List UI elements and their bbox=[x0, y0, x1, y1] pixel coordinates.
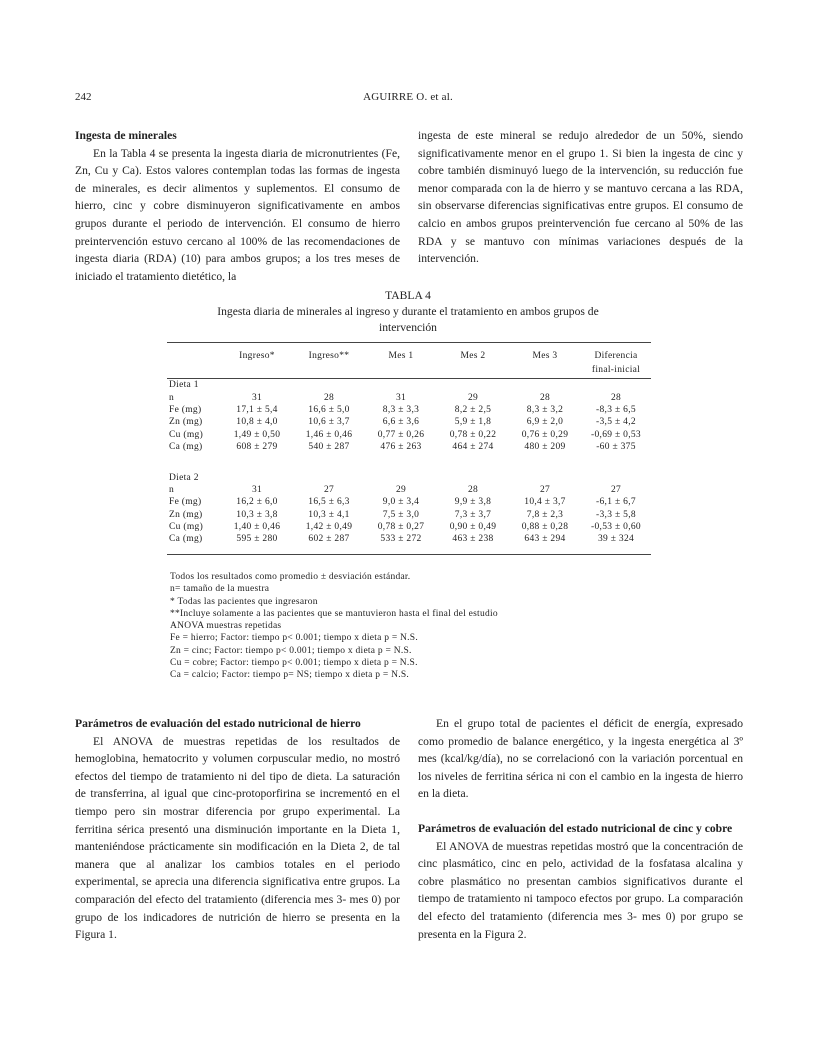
table-note: Fe = hierro; Factor: tiempo p< 0.001; tiempo x dieta p = N.S. bbox=[170, 633, 418, 644]
row-label: Fe (mg) bbox=[169, 497, 202, 508]
table-note: n= tamaño de la muestra bbox=[170, 584, 270, 595]
section-heading-cinc-cobre: Parámetros de evaluación del estado nutricional de cinc y cobre bbox=[418, 821, 733, 835]
table-row bbox=[167, 429, 651, 441]
table-cell: 608 ± 279 bbox=[236, 442, 278, 453]
section-heading-minerales: Ingesta de minerales bbox=[75, 129, 177, 142]
table-cell: 464 ± 274 bbox=[452, 442, 494, 453]
row-label: Fe (mg) bbox=[169, 404, 202, 415]
table-notes bbox=[170, 571, 498, 682]
table-cell: 29 bbox=[395, 484, 407, 495]
row-label: Zn (mg) bbox=[169, 509, 203, 520]
paragraph-minerales-1: En la Tabla 4 se presenta la ingesta diaria de micronutrientes (Fe, Zn, Cu y Ca). Estos valores contemplan todas las formas de ingesta de minerales, es decir alimentos y suplementos. El consumo de hierro, cinc y cobre disminuyeron significativamente en ambos grupos durante el periodo de intervención. El consumo de hierro preintervención estuvo cercano al 100% de las recomendaciones de ingesta diaria (RDA) (10) para ambos grupos; a los tres meses de iniciado el tratamiento dietético, la bbox=[75, 146, 400, 283]
table-cell: 643 ± 294 bbox=[524, 534, 566, 545]
table-cell: 10,3 ± 3,8 bbox=[236, 509, 278, 520]
table-row bbox=[167, 509, 651, 521]
row-label: Zn (mg) bbox=[169, 417, 203, 428]
paragraph-cinc-cobre: El ANOVA de muestras repetidas mostró que la concentración de cinc plasmático, cinc en pelo, actividad de la fosfatasa alcalina y cobre plasmático no presentan cambios significativos durante el tiempo de tratamiento ni tampoco efectos por grupo. La comparación del efecto del tratamiento (diferencia mes 3- mes 0) por grupo se presenta en la Figura 2. bbox=[418, 839, 743, 941]
table-cell: 9,9 ± 3,8 bbox=[454, 497, 492, 508]
table-cell: 7,8 ± 2,3 bbox=[526, 509, 564, 520]
row-label: Cu (mg) bbox=[169, 429, 204, 440]
table-cell: 28 bbox=[323, 392, 335, 403]
column-right-top bbox=[418, 127, 743, 268]
table-cell: 1,49 ± 0,50 bbox=[233, 429, 281, 440]
table-row bbox=[167, 441, 651, 461]
table-cell: 540 ± 287 bbox=[308, 442, 350, 453]
table-cell: 8,2 ± 2,5 bbox=[454, 404, 492, 415]
table-cell: 5,9 ± 1,8 bbox=[454, 417, 492, 428]
section-heading-hierro: Parámetros de evaluación del estado nutricional de hierro bbox=[75, 717, 361, 730]
table-cell: 17,1 ± 5,4 bbox=[236, 404, 278, 415]
running-header-author: AGUIRRE O. et al. bbox=[363, 91, 453, 103]
column-header: Diferencia bbox=[594, 351, 638, 361]
table-row bbox=[167, 391, 651, 403]
column-left-bottom bbox=[75, 715, 400, 944]
row-label: n bbox=[169, 484, 175, 495]
table-cell: 27 bbox=[539, 484, 551, 495]
table-note: Cu = cobre; Factor: tiempo p< 0.001; tiempo x dieta p = N.S. bbox=[170, 658, 418, 669]
table-cell: 16,5 ± 6,3 bbox=[308, 497, 350, 508]
table-cell: -3,3 ± 5,8 bbox=[596, 509, 636, 520]
table-cell: 31 bbox=[251, 392, 263, 403]
table-caption: Ingesta diaria de minerales al ingreso y durante el tratamiento en ambos grupos de intervención bbox=[217, 305, 599, 334]
column-header: Mes 3 bbox=[532, 351, 558, 361]
table-cell: 533 ± 272 bbox=[380, 534, 422, 545]
group-title-row bbox=[167, 461, 651, 483]
table-row bbox=[167, 404, 651, 416]
table-cell: 463 ± 238 bbox=[452, 534, 494, 545]
table-cell: -60 ± 375 bbox=[596, 442, 636, 453]
column-header-sub: final-inicial bbox=[581, 365, 651, 379]
row-label: Cu (mg) bbox=[169, 522, 204, 533]
table-cell: 28 bbox=[467, 484, 479, 495]
table-number: TABLA 4 bbox=[385, 289, 431, 302]
table-cell: 0,77 ± 0,26 bbox=[377, 429, 425, 440]
paragraph-hierro: El ANOVA de muestras repetidas de los resultados de hemoglobina, hematocrito y volumen corpuscular medio, no mostró efectos del tiempo de tratamiento ni del tipo de dieta. La saturación de transferrina, al igual que cinc-protoporfirina se incrementó en el tiempo pero sin mostrar diferencia por grupo experimental. La ferritina sérica presentó una disminución importante en la Dieta 1, manteniéndose prácticamente sin modificación en la Dieta 2, de tal manera que al analizar los cambios totales en el periodo experimental, se aprecia una diferencia significativa entre grupos. La comparación del efecto del tratamiento (diferencia mes 3- mes 0) por grupo de los indicadores de nutrición de hierro se presenta en la Figura 1. bbox=[75, 734, 400, 942]
table-cell: 16,2 ± 6,0 bbox=[236, 497, 278, 508]
header-label-cell bbox=[167, 343, 221, 366]
table-cell: 0,78 ± 0,27 bbox=[377, 522, 425, 533]
table-cell: 480 ± 209 bbox=[524, 442, 566, 453]
table-note: * Todas las pacientes que ingresaron bbox=[170, 596, 318, 607]
column-header: Ingreso** bbox=[308, 351, 350, 361]
table-cell: 1,40 ± 0,46 bbox=[233, 522, 281, 533]
table-cell: 7,3 ± 3,7 bbox=[454, 509, 492, 520]
table-cell: 10,6 ± 3,7 bbox=[308, 417, 350, 428]
group-dieta-2 bbox=[167, 461, 651, 554]
table-note: Ca = calcio; Factor: tiempo p= NS; tiempo x dieta p = N.S. bbox=[170, 670, 410, 681]
table-note: Todos los resultados como promedio ± desviación estándar. bbox=[170, 572, 411, 582]
table-note: ANOVA muestras repetidas bbox=[170, 621, 282, 632]
table-cell: 27 bbox=[610, 484, 622, 495]
column-header: Mes 2 bbox=[460, 351, 486, 361]
table-cell: 602 ± 287 bbox=[308, 534, 350, 545]
table-cell: 16,6 ± 5,0 bbox=[308, 404, 350, 415]
table-cell: 9,0 ± 3,4 bbox=[382, 497, 420, 508]
table-cell: 595 ± 280 bbox=[236, 534, 278, 545]
table-cell: 28 bbox=[610, 392, 622, 403]
table-cell: 0,76 ± 0,29 bbox=[521, 429, 569, 440]
paragraph-energia: En el grupo total de pacientes el déficit de energía, expresado como promedio de balance energético, y la ingesta energética al 3º mes (kcal/kg/día), no se correlacionó con la variación porcentual en los niveles de ferritina sérica ni con el cambio en la ingesta de hierro en la dieta. bbox=[418, 717, 743, 801]
table-cell: 6,6 ± 3,6 bbox=[382, 417, 420, 428]
table-cell: 1,42 ± 0,49 bbox=[305, 522, 353, 533]
table-row bbox=[167, 521, 651, 533]
table-cell: 28 bbox=[539, 392, 551, 403]
group-dieta-1 bbox=[167, 379, 651, 462]
table-cell: 8,3 ± 3,2 bbox=[526, 404, 564, 415]
minerals-table bbox=[167, 342, 651, 555]
column-header: Mes 1 bbox=[388, 351, 414, 361]
column-left-top bbox=[75, 127, 400, 285]
table-cell: -0,69 ± 0,53 bbox=[591, 429, 641, 440]
table-row bbox=[167, 533, 651, 554]
group-title-row bbox=[167, 379, 651, 392]
row-label: Ca (mg) bbox=[169, 442, 203, 453]
table-cell: -0,53 ± 0,60 bbox=[591, 522, 641, 533]
table-cell: 8,3 ± 3,3 bbox=[382, 404, 420, 415]
table-cell: -8,3 ± 6,5 bbox=[596, 404, 636, 415]
table-cell: -6,1 ± 6,7 bbox=[596, 497, 636, 508]
paragraph-minerales-2: ingesta de este mineral se redujo alrededor de un 50%, siendo significativamente menor en el grupo 1. Si bien la ingesta de cinc y cobre también disminuyó luego de la intervención, su reducción fue menor comparada con la de hierro y se mantuvo cercana a las RDA, sin observarse diferencias significativas entre grupos. El consumo de calcio en ambos grupos preintervención fue cercano al 50% de las RDA y se mantuvo con mínimas variaciones después de la intervención. bbox=[418, 129, 743, 266]
table-cell: 10,4 ± 3,7 bbox=[524, 497, 566, 508]
table-row bbox=[167, 416, 651, 428]
table-cell: 0,90 ± 0,49 bbox=[449, 522, 497, 533]
table-cell: 476 ± 263 bbox=[380, 442, 422, 453]
table-cell: 31 bbox=[395, 392, 407, 403]
table-note: **Incluye solamente a las pacientes que se mantuvieron hasta el final del estudio bbox=[170, 608, 498, 619]
table-cell: 10,3 ± 4,1 bbox=[308, 509, 350, 520]
table-cell: 10,8 ± 4,0 bbox=[236, 417, 278, 428]
row-label: n bbox=[169, 392, 175, 403]
table-cell: -3,5 ± 4,2 bbox=[596, 417, 636, 428]
group-title: Dieta 1 bbox=[169, 380, 199, 391]
table-row bbox=[167, 484, 651, 496]
column-right-bottom bbox=[418, 715, 743, 943]
table-cell: 0,78 ± 0,22 bbox=[449, 429, 497, 440]
column-header: Ingreso* bbox=[239, 351, 275, 361]
group-title: Dieta 2 bbox=[169, 472, 199, 483]
table-cell: 1,46 ± 0,46 bbox=[305, 429, 353, 440]
table-cell: 29 bbox=[467, 392, 479, 403]
table-cell: 39 ± 324 bbox=[597, 534, 635, 545]
table-note: Zn = cinc; Factor: tiempo p< 0.001; tiempo x dieta p = N.S. bbox=[170, 645, 412, 656]
table-cell: 7,5 ± 3,0 bbox=[382, 509, 420, 520]
table-row bbox=[167, 496, 651, 508]
page-number: 242 bbox=[75, 91, 92, 103]
table-cell: 31 bbox=[251, 484, 263, 495]
table-cell: 0,88 ± 0,28 bbox=[521, 522, 569, 533]
row-label: Ca (mg) bbox=[169, 534, 203, 545]
table-cell: 6,9 ± 2,0 bbox=[526, 417, 564, 428]
table-cell: 27 bbox=[323, 484, 335, 495]
